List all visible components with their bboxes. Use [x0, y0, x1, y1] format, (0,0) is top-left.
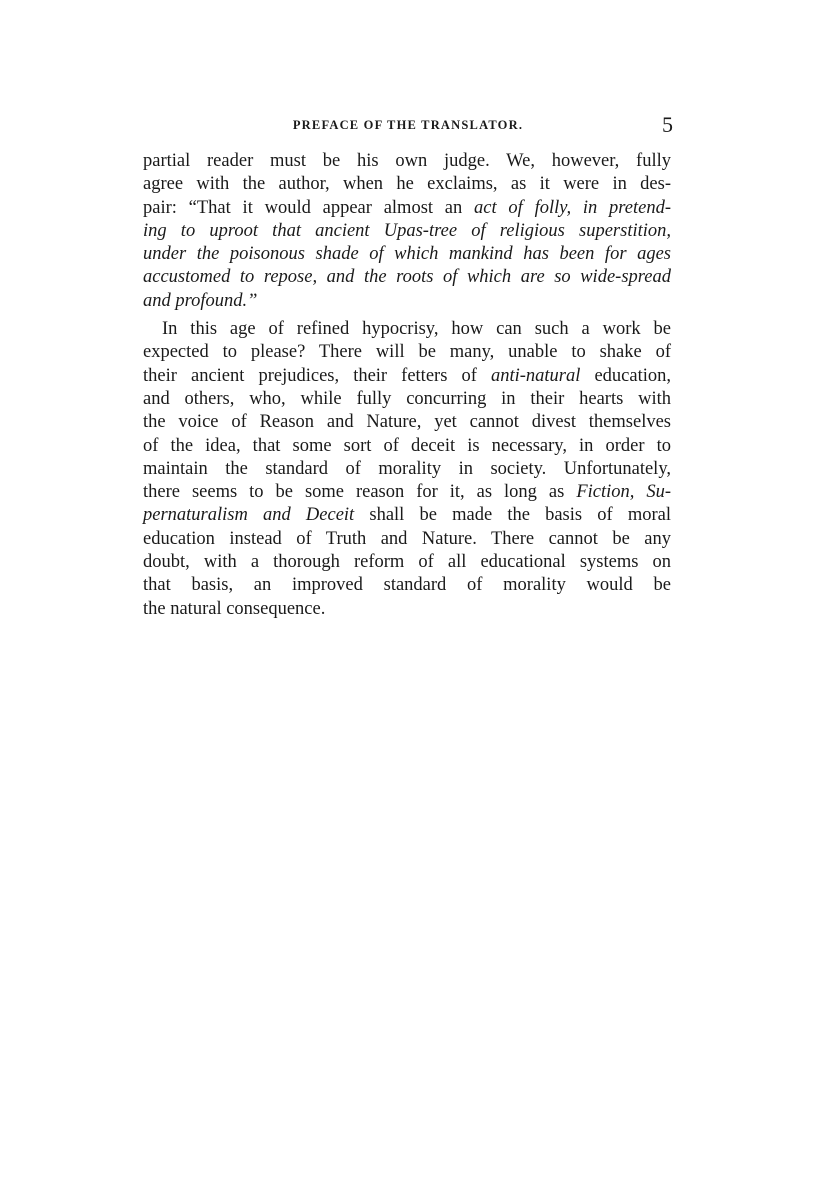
text-line [143, 365, 671, 388]
text-line: agree with the author, when he exclaims, as it were in des- [143, 174, 671, 195]
paragraph-2 [143, 318, 671, 621]
text-line: and others, who, while fully concurring in their hearts with [143, 388, 671, 409]
running-title: PREFACE OF THE TRANSLATOR. [292, 118, 524, 132]
paragraph-1 [143, 150, 671, 313]
text-line [143, 266, 671, 289]
text-line [143, 290, 671, 313]
italic-run: pernaturalism and Deceit [143, 505, 355, 526]
italic-run: act of folly, in pretend- [474, 197, 671, 218]
text-line: the voice of Reason and Nature, yet cannot divest themselves [143, 412, 671, 433]
italic-run: accustomed to repose, and the roots of which are so wide-spread [143, 267, 671, 288]
text-line: maintain the standard of morality in society. Unfortunately, [143, 458, 671, 479]
italic-run: and profound.” [143, 290, 258, 311]
text-run: there seems to be some reason for it, as long as [143, 482, 577, 503]
text-run: education, [580, 365, 672, 386]
italic-run: anti-natural [490, 365, 581, 386]
text-run: shall be made the basis of moral [354, 505, 671, 526]
text-line: that basis, an improved standard of morality would be [143, 575, 671, 596]
text-line: education instead of Truth and Nature. There cannot be any [143, 528, 671, 549]
text-line [143, 243, 671, 266]
text-line [143, 220, 671, 243]
italic-run: Fiction, Su- [576, 482, 672, 503]
text-line: partial reader must be his own judge. We, however, fully [143, 151, 671, 171]
text-line [143, 504, 671, 527]
text-line [143, 197, 671, 220]
text-line [143, 481, 671, 504]
italic-run: ing to uproot that ancient Upas-tree of religious superstition, [143, 220, 671, 241]
text-line: expected to please? There will be many, unable to shake of [143, 342, 671, 363]
text-line: the natural consequence. [143, 598, 326, 619]
text-line: In this age of refined hypocrisy, how can such a work be [162, 319, 671, 340]
text-run: their ancient prejudices, their fetters of [143, 365, 491, 386]
text-run: pair: “That it would appear almost an [143, 197, 475, 218]
text-line: of the idea, that some sort of deceit is necessary, in order to [143, 435, 671, 456]
italic-run: under the poisonous shade of which mankind has been for ages [143, 244, 671, 265]
text-line: doubt, with a thorough reform of all educational systems on [143, 552, 671, 573]
text-block [143, 150, 671, 621]
running-head [143, 114, 673, 138]
page-number: 5 [662, 112, 673, 137]
